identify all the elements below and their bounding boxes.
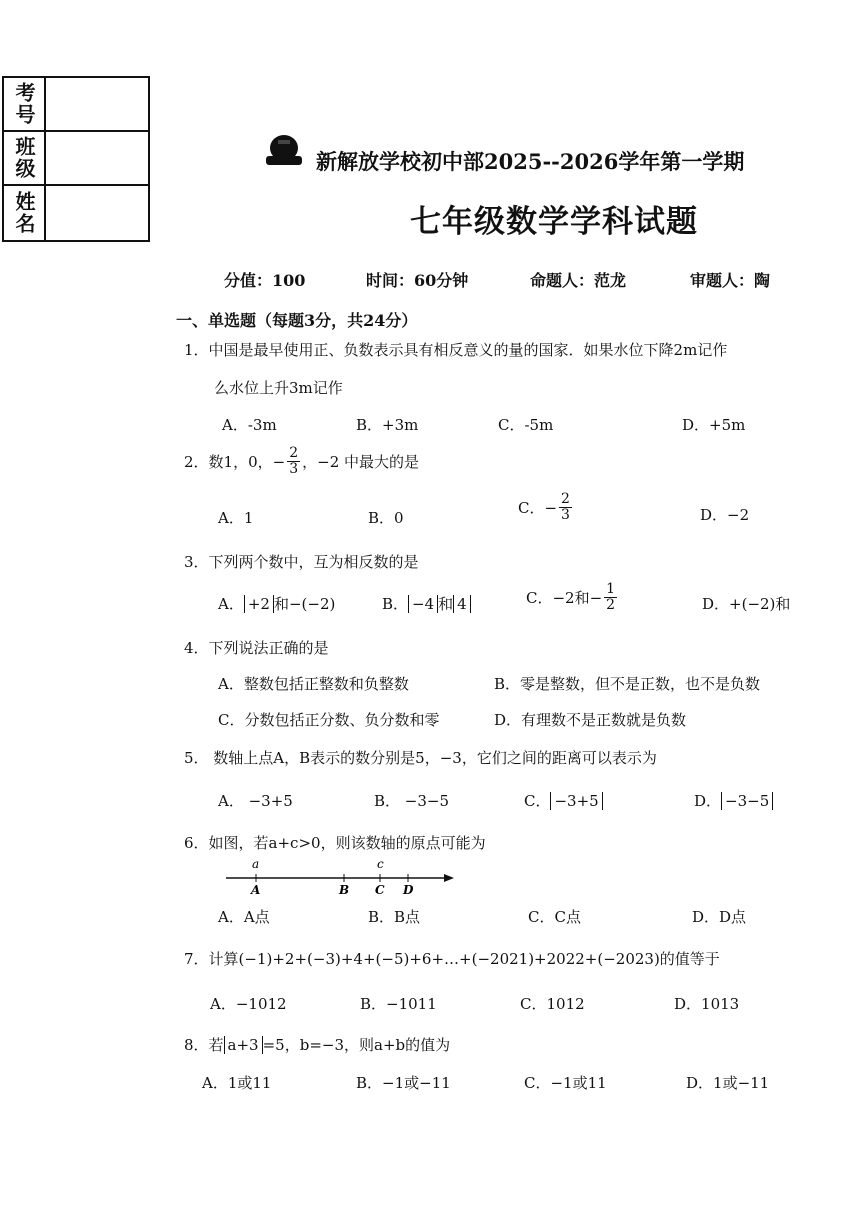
q7-option-c[interactable]: C．1012 [520,995,585,1013]
exam-number-row [4,78,148,132]
q2-frac-den: 3 [289,461,299,477]
q1-option-d[interactable]: D．+5m [682,416,746,434]
q3-stem: 3．下列两个数中，互为相反数的是 [184,553,419,571]
q5-c-abs: −3+5 [550,792,602,810]
q2-option-c-pre: C．− [518,499,558,517]
q7-option-d[interactable]: D．1013 [674,995,740,1013]
student-info-box [2,76,150,242]
q7-option-b[interactable]: B．−1011 [360,995,437,1013]
section-heading: 一、单选题（每题3分，共24分） [176,311,418,330]
q4-option-d[interactable]: D．有理数不是正数就是负数 [494,711,687,729]
q1-option-a[interactable]: A．-3m [222,416,277,434]
q7-option-a[interactable]: A．−1012 [210,995,287,1013]
q5-d-abs: −3−5 [721,792,773,810]
name-field[interactable] [46,186,148,240]
q5-option-c[interactable] [524,790,603,811]
q3-b-abs1: −4 [408,595,438,613]
q3-c-pre: C．−2和− [526,589,603,607]
q5-option-b[interactable]: B． −3−5 [374,792,450,810]
school-name: 新解放学校初中部2025--2026学年第一学期 [316,149,745,174]
q2-neg-sign: − [272,452,286,471]
q5-stem: 5． 数轴上点A，B表示的数分别是5，−3，它们之间的距离可以表示为 [184,749,657,767]
name-row [4,186,148,240]
q2-c-num: 2 [561,491,570,507]
q3-a-abs: +2 [244,595,274,613]
label-c-lower: c [377,857,384,871]
q2-stem-post: ，−2 中最大的是 [302,453,420,471]
number-line-arrow-icon [444,874,454,882]
q3-c-den: 2 [606,597,616,613]
author-label: 命题人：范龙 [530,271,627,290]
q1-option-c[interactable]: C．-5m [498,416,554,434]
class-row [4,132,148,186]
label-point-a: A [251,883,261,896]
q3-c-fraction [604,582,617,613]
class-field[interactable] [46,132,148,184]
q3-a-pre: A． [218,595,244,613]
q4-option-b[interactable]: B．零是整数，但不是正数，也不是负数 [494,675,761,693]
q1-option-b[interactable]: B．+3m [356,416,419,434]
time-label: 时间：60分钟 [366,271,469,290]
q5-d-pre: D． [694,792,722,810]
q8-post: =5，b=−3，则a+b的值为 [262,1036,451,1054]
q2-option-a[interactable]: A．1 [218,509,254,527]
q2-fraction [287,446,300,477]
q1-stem-cont: 么水位上升3m记作 [214,379,343,397]
q8-abs: a+3 [224,1036,263,1054]
q6-option-b[interactable]: B．B点 [368,908,421,926]
exam-title: 七年级数学学科试题 [410,204,698,240]
q4-option-c[interactable]: C．分数包括正分数、负分数和零 [218,711,440,729]
q5-c-pre: C． [524,792,551,810]
label-a-lower: a [252,857,260,871]
q3-option-d[interactable]: D．+(−2)和 [702,595,791,613]
q4-option-a[interactable]: A．整数包括正整数和负整数 [218,675,409,693]
q6-option-a[interactable]: A．A点 [218,908,270,926]
q2-option-c[interactable] [518,492,574,523]
class-label: 班级 [4,132,46,184]
q3-c-num: 1 [606,581,616,597]
q2-option-d[interactable]: D．−2 [700,506,750,524]
q2-option-c-fraction [559,492,572,523]
score-label: 分值：100 [224,271,306,290]
q2-frac-num: 2 [289,445,299,461]
q3-a-post: 和−(−2) [273,595,336,613]
q8-pre: 8．若 [184,1036,224,1054]
name-label: 姓名 [4,186,46,240]
q8-option-d[interactable]: D．1或−11 [686,1074,770,1092]
exam-number-field[interactable] [46,78,148,130]
q6-option-c[interactable]: C．C点 [528,908,581,926]
q8-stem [184,1034,450,1055]
q2-option-b[interactable]: B．0 [368,509,404,527]
q6-option-d[interactable]: D．D点 [692,908,747,926]
q8-option-c[interactable]: C．−1或11 [524,1074,607,1092]
q6-number-line [222,856,462,896]
q1-stem: 1．中国是最早使用正、负数表示具有相反意义的量的国家．如果水位下降2m记作 [184,341,728,359]
q8-option-b[interactable]: B．−1或−11 [356,1074,451,1092]
q2-stem-pre: 2．数1，0， [184,453,273,471]
reviewer-label: 审题人：陶 [690,271,771,290]
q5-option-a[interactable]: A． −3+5 [218,792,293,810]
q5-option-d[interactable] [694,790,773,811]
q8-option-a[interactable]: A．1或11 [202,1074,272,1092]
q2-stem [184,446,419,477]
q2-c-den: 3 [561,507,570,523]
label-point-b: B [339,883,350,896]
q3-option-b[interactable] [382,593,471,614]
q6-stem: 6．如图，若a+c>0，则该数轴的原点可能为 [184,834,486,852]
label-point-c: C [375,883,385,896]
exam-number-label: 考号 [4,78,46,130]
q3-b-mid: 和 [438,595,454,613]
q7-stem: 7．计算(−1)+2+(−3)+4+(−5)+6+…+(−2021)+2022+(−2023)的值等于 [184,950,720,968]
q3-option-c[interactable] [526,582,619,613]
q3-b-abs2: 4 [453,595,471,613]
q3-option-a[interactable] [218,593,335,614]
q3-b-pre: B． [382,595,409,613]
school-logo-icon [264,132,304,168]
label-point-d: D [403,883,414,896]
q4-stem: 4．下列说法正确的是 [184,639,329,657]
